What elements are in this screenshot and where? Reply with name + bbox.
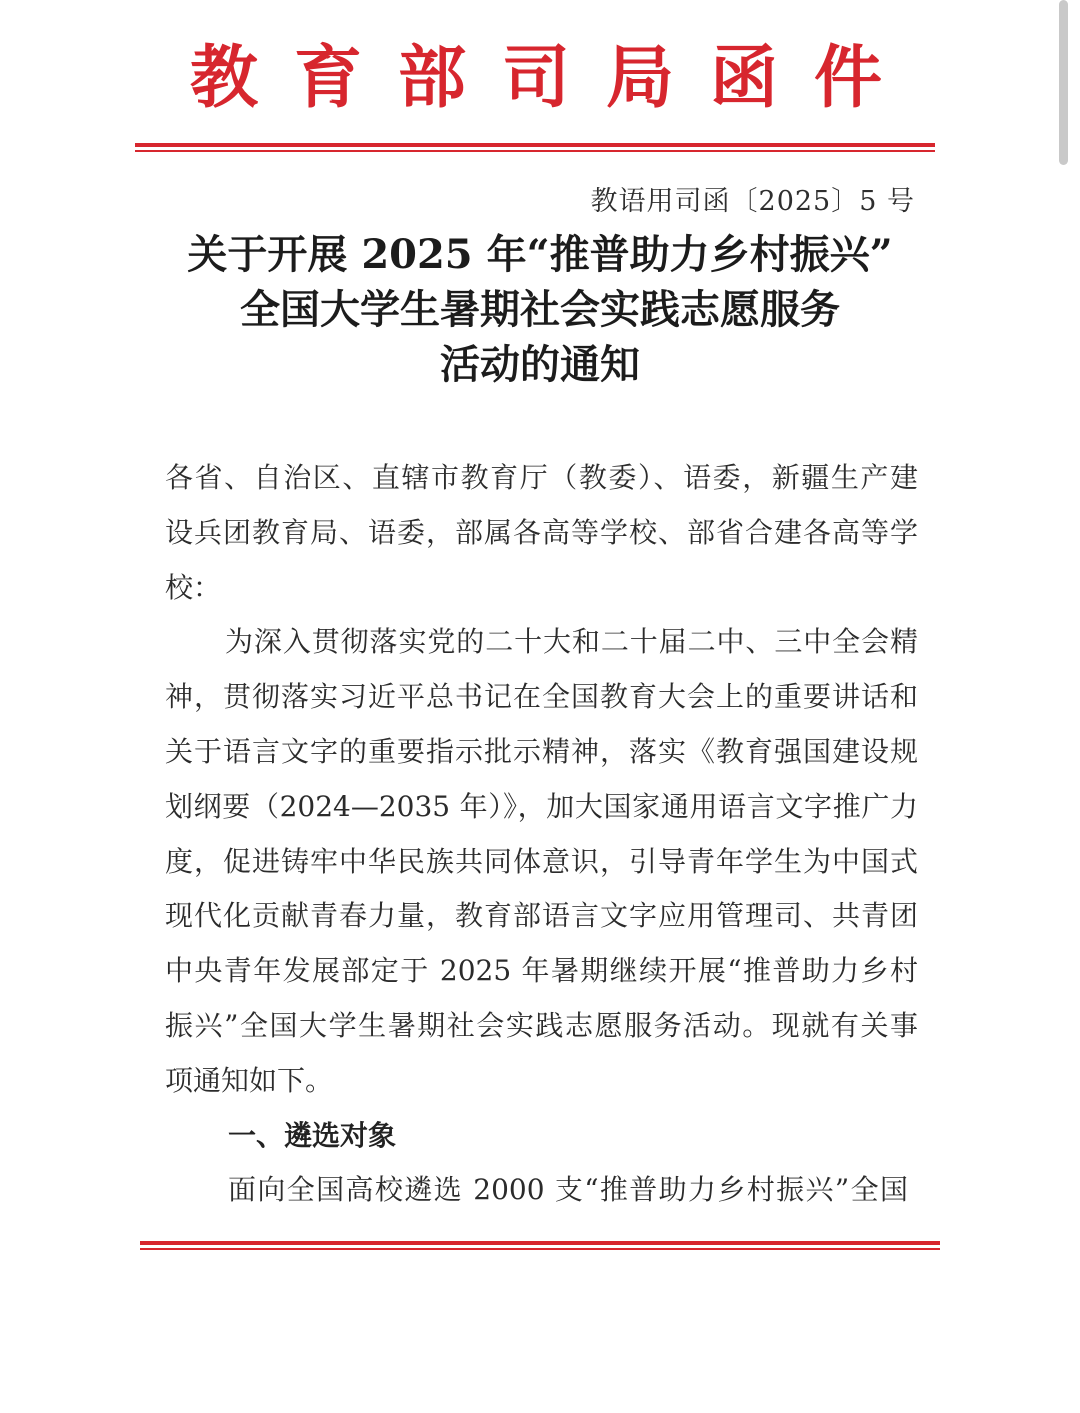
paragraph-line: 项通知如下。 xyxy=(165,1063,334,1097)
section-line: 面向全国高校遴选 2000 支“推普助力乡村振兴”全国 xyxy=(228,1173,908,1207)
paragraph-line: 振兴”全国大学生暑期社会实践志愿服务活动。现就有关事 xyxy=(165,1008,918,1042)
document-title-line: 关于开展 2025 年“推普助力乡村振兴” xyxy=(187,231,893,278)
paragraph-line: 为深入贯彻落实党的二十大和二十届二中、三中全会精 xyxy=(225,625,918,659)
section-heading: 一、遴选对象 xyxy=(228,1118,397,1152)
footer-red-rule-thick xyxy=(140,1241,940,1245)
paragraph-line: 中央青年发展部定于 2025 年暑期继续开展“推普助力乡村 xyxy=(165,954,918,988)
addressee-line: 设兵团教育局、语委，部属各高等学校、部省合建各高等学 xyxy=(165,515,918,549)
letterhead-title: 教育部司局函件 xyxy=(190,38,919,118)
document-title-line: 活动的通知 xyxy=(440,341,640,388)
addressee-line: 各省、自治区、直辖市教育厅（教委）、语委，新疆生产建 xyxy=(165,461,918,494)
scrollbar-thumb[interactable] xyxy=(1059,0,1068,165)
paragraph-line: 关于语言文字的重要指示批示精神，落实《教育强国建设规 xyxy=(165,734,918,768)
footer-red-rule-thin xyxy=(140,1248,940,1250)
letterhead-red-rule-thin xyxy=(135,150,935,152)
letterhead-red-rule-thick xyxy=(135,143,935,147)
paragraph-line: 度，促进铸牢中华民族共同体意识，引导青年学生为中国式 xyxy=(165,844,918,878)
addressee-line: 校： xyxy=(165,570,222,604)
document-number: 教语用司函〔2025〕5 号 xyxy=(590,186,915,217)
paragraph-line: 神，贯彻落实习近平总书记在全国教育大会上的重要讲话和 xyxy=(165,680,918,714)
document-body xyxy=(165,451,918,1218)
document-title-line: 全国大学生暑期社会实践志愿服务 xyxy=(240,286,840,333)
paragraph-line: 划纲要（2024—2035 年）》，加大国家通用语言文字推广力 xyxy=(165,789,918,823)
paragraph-line: 现代化贡献青春力量，教育部语言文字应用管理司、共青团 xyxy=(165,899,918,933)
